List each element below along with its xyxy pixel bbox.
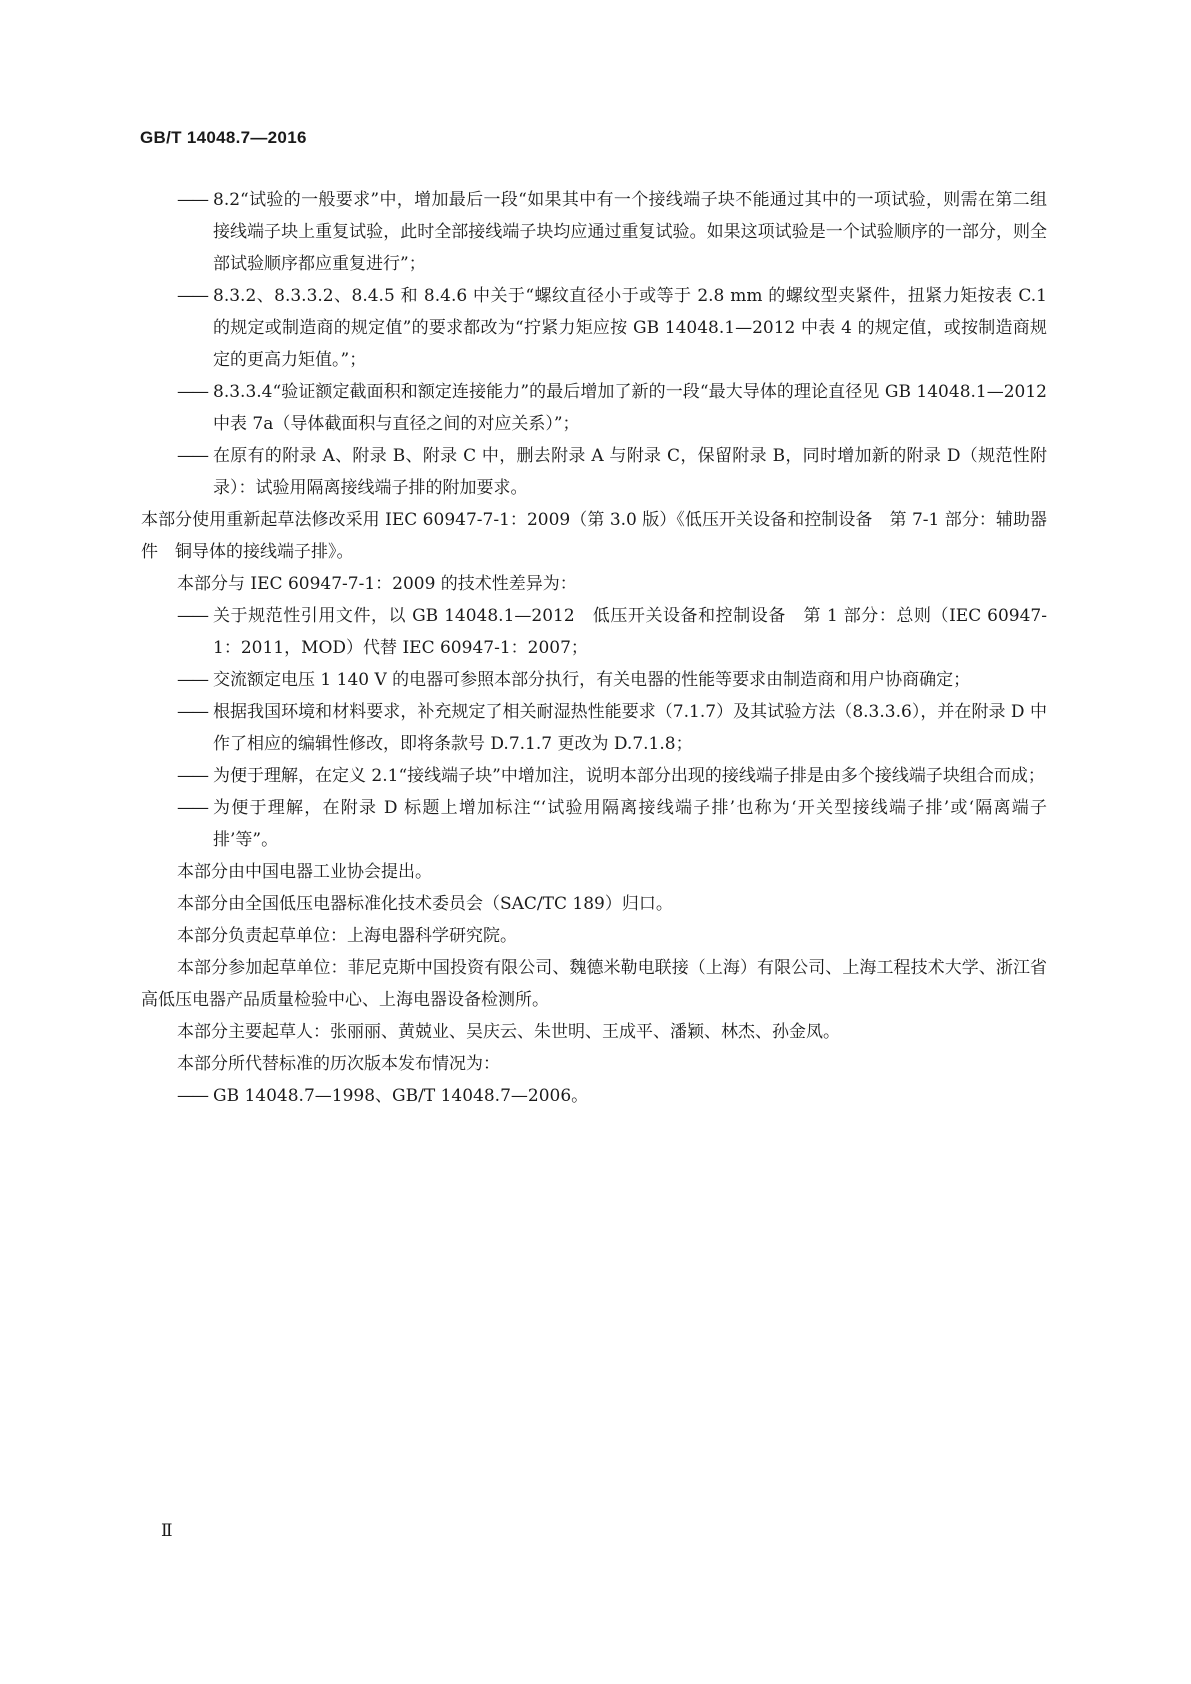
- dash-marker: ——: [177, 670, 207, 690]
- dash-marker: ——: [177, 286, 207, 306]
- list-item: [177, 376, 1047, 440]
- list-item-text: 为便于理解，在附录 D 标题上增加标注“‘试验用隔离接线端子排’也称为‘开关型接线端子排’或‘隔离端子排’等”。: [213, 798, 1047, 850]
- standard-number-header: GB/T 14048.7—2016: [140, 128, 307, 147]
- list-item-text: 关于规范性引用文件，以 GB 14048.1—2012 低压开关设备和控制设备 第 1 部分：总则（IEC 60947-1：2011，MOD）代替 IEC 60947-1：2007；: [213, 606, 1047, 658]
- list-item: [177, 600, 1047, 664]
- list-item: [177, 664, 1047, 696]
- centralized-by-paragraph: 本部分由全国低压电器标准化技术委员会（SAC/TC 189）归口。: [177, 894, 673, 914]
- list-item-text: 交流额定电压 1 140 V 的电器可参照本部分执行，有关电器的性能等要求由制造商和用户协商确定；: [213, 670, 971, 690]
- list-item-text: 根据我国环境和材料要求，补充规定了相关耐湿热性能要求（7.1.7）及其试验方法（8.3.3.6），并在附录 D 中作了相应的编辑性修改，即将条款号 D.7.1.7 更改为 D.7.1.8；: [213, 702, 1047, 754]
- list-item: [177, 280, 1047, 376]
- list-item: [177, 1080, 1047, 1112]
- dash-marker: ——: [177, 190, 207, 210]
- list-item-text: 8.2“试验的一般要求”中，增加最后一段“如果其中有一个接线端子块不能通过其中的一项试验，则需在第二组接线端子块上重复试验，此时全部接线端子块均应通过重复试验。如果这项试验是一个试验顺序的一部分，则全部试验顺序都应重复进行”；: [213, 190, 1047, 274]
- participants-text: 本部分参加起草单位：菲尼克斯中国投资有限公司、魏德米勒电联接（上海）有限公司、上海工程技术大学、浙江省高低压电器产品质量检验中心、上海电器设备检测所。: [141, 958, 1047, 1010]
- adoption-paragraph: [141, 504, 1047, 568]
- dash-marker: ——: [177, 382, 207, 402]
- document-body: [141, 184, 1047, 1112]
- drafters-paragraph: 本部分主要起草人：张丽丽、黄兢业、吴庆云、朱世明、王成平、潘颖、林杰、孙金凤。: [177, 1022, 840, 1042]
- list-item-text: 在原有的附录 A、附录 B、附录 C 中，删去附录 A 与附录 C，保留附录 B，同时增加新的附录 D（规范性附录）：试验用隔离接线端子排的附加要求。: [213, 446, 1047, 498]
- dash-marker: ——: [177, 766, 207, 786]
- list-item: [177, 440, 1047, 504]
- list-item: [177, 696, 1047, 760]
- differences-intro: 本部分与 IEC 60947-7-1：2009 的技术性差异为：: [177, 574, 577, 594]
- dash-marker: ——: [177, 702, 207, 722]
- list-item: [177, 184, 1047, 280]
- list-item-text: 为便于理解，在定义 2.1“接线端子块”中增加注，说明本部分出现的接线端子排是由多个接线端子块组合而成；: [213, 766, 1045, 786]
- responsible-drafter-paragraph: 本部分负责起草单位：上海电器科学研究院。: [177, 926, 517, 946]
- list-item: [177, 792, 1047, 856]
- list-item: [177, 760, 1047, 792]
- dash-marker: ——: [177, 606, 207, 626]
- proposed-by-paragraph: 本部分由中国电器工业协会提出。: [177, 862, 432, 882]
- list-item-text: 8.3.3.4“验证额定截面积和额定连接能力”的最后增加了新的一段“最大导体的理论直径见 GB 14048.1—2012 中表 7a（导体截面积与直径之间的对应关系）”；: [213, 382, 1047, 434]
- dash-marker: ——: [177, 798, 207, 818]
- list-item-text: 8.3.2、8.3.3.2、8.4.5 和 8.4.6 中关于“螺纹直径小于或等于 2.8 mm 的螺纹型夹紧件，扭紧力矩按表 C.1 的规定或制造商的规定值”的要求都改为“拧紧力矩应按 GB 14048.1—2012 中表 4 的规定值，或按制造商规定的更高力矩值。”；: [213, 286, 1047, 370]
- participants-paragraph: [141, 952, 1047, 1016]
- history-intro-paragraph: 本部分所代替标准的历次版本发布情况为：: [177, 1054, 500, 1074]
- page-number: Ⅱ: [161, 1521, 173, 1541]
- dash-marker: ——: [177, 1086, 207, 1106]
- dash-marker: ——: [177, 446, 207, 466]
- list-item-text: GB 14048.7—1998、GB/T 14048.7—2006。: [213, 1086, 589, 1106]
- adoption-text: 本部分使用重新起草法修改采用 IEC 60947-7-1：2009（第 3.0 版）《低压开关设备和控制设备 第 7-1 部分：辅助器件 铜导体的接线端子排》。: [141, 510, 1047, 562]
